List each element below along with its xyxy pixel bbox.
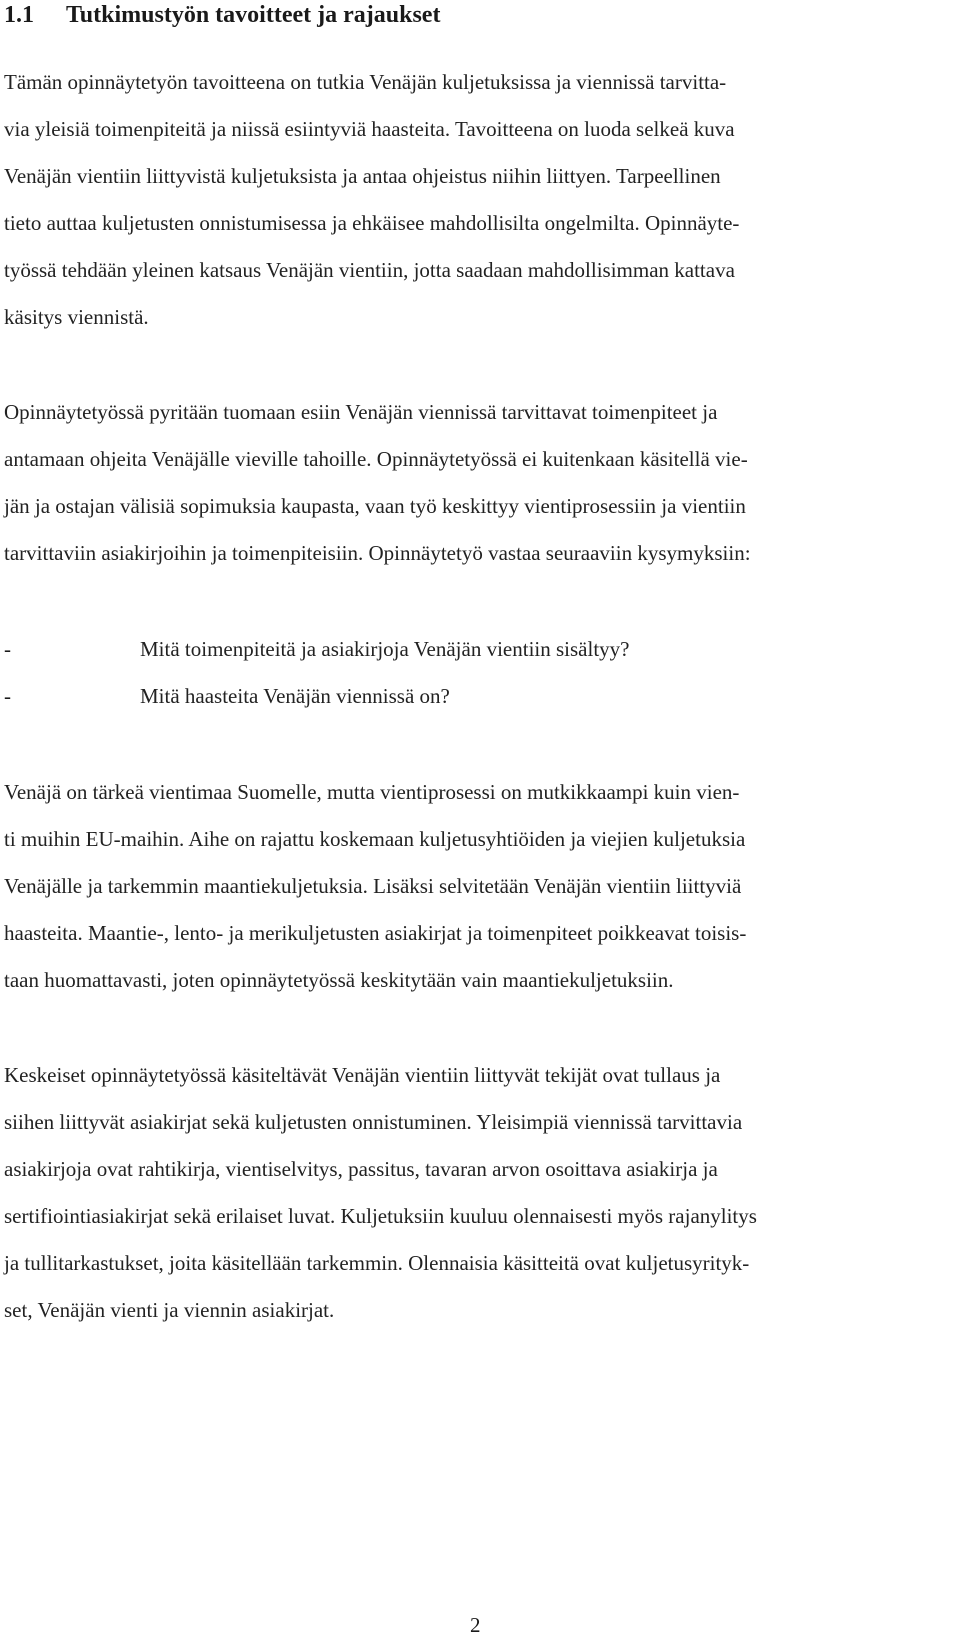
paragraph-4-line: Keskeiset opinnäytetyössä käsiteltävät Venäjän vientiin liittyvät tekijät ovat tullaus ja	[4, 1063, 721, 1087]
paragraph-4-line: ja tullitarkastukset, joita käsitellään tarkemmin. Olennaisia käsitteitä ovat kuljetusyrityk-	[4, 1251, 750, 1275]
paragraph-3-line: taan huomattavasti, joten opinnäytetyössä keskitytään vain maantiekuljetuksiin.	[4, 968, 674, 992]
paragraph-1-line: tieto auttaa kuljetusten onnistumisessa ja ehkäisee mahdollisilta ongelmilta. Opinnäyte-	[4, 211, 740, 235]
paragraph-4-line: asiakirjoja ovat rahtikirja, vientiselvitys, passitus, tavaran arvon osoittava asiakirja ja	[4, 1157, 718, 1181]
list-item: Mitä haasteita Venäjän viennissä on?	[140, 684, 450, 708]
paragraph-1-line: työssä tehdään yleinen katsaus Venäjän vientiin, jotta saadaan mahdollisimman kattava	[4, 258, 735, 282]
list-item: Mitä toimenpiteitä ja asiakirjoja Venäjän vientiin sisältyy?	[140, 637, 630, 661]
page-number: 2	[470, 1613, 481, 1637]
paragraph-2-line: Opinnäytetyössä pyritään tuomaan esiin Venäjän viennissä tarvittavat toimenpiteet ja	[4, 400, 718, 424]
paragraph-1-line: Tämän opinnäytetyön tavoitteena on tutkia Venäjän kuljetuksissa ja viennissä tarvitta-	[4, 70, 727, 94]
list-dash: -	[4, 637, 11, 661]
paragraph-3-line: ti muihin EU-maihin. Aihe on rajattu koskemaan kuljetusyhtiöiden ja viejien kuljetuksia	[4, 827, 746, 851]
paragraph-3-line: Venäjälle ja tarkemmin maantiekuljetuksia. Lisäksi selvitetään Venäjän vientiin liittyviä	[4, 874, 742, 898]
paragraph-3-line: haasteita. Maantie-, lento- ja merikuljetusten asiakirjat ja toimenpiteet poikkeavat toisis-	[4, 921, 747, 945]
paragraph-2-line: jän ja ostajan välisiä sopimuksia kaupasta, vaan työ keskittyy vientiprosessiin ja vientiin	[4, 494, 746, 518]
paragraph-2-line: tarvittaviin asiakirjoihin ja toimenpiteisiin. Opinnäytetyö vastaa seuraaviin kysymyksiin:	[4, 541, 751, 565]
paragraph-3-line: Venäjä on tärkeä vientimaa Suomelle, mutta vientiprosessi on mutkikkaampi kuin vien-	[4, 780, 740, 804]
list-dash: -	[4, 684, 11, 708]
paragraph-4-line: siihen liittyvät asiakirjat sekä kuljetusten onnistuminen. Yleisimpiä viennissä tarvittavia	[4, 1110, 743, 1134]
paragraph-1-line: Venäjän vientiin liittyvistä kuljetuksista ja antaa ohjeistus niihin liittyen. Tarpeellinen	[4, 164, 721, 188]
section-heading	[4, 0, 440, 30]
paragraph-1-line: via yleisiä toimenpiteitä ja niissä esiintyviä haasteita. Tavoitteena on luoda selkeä kuva	[4, 117, 735, 141]
paragraph-1-line: käsitys viennistä.	[4, 305, 149, 329]
section-title: Tutkimustyön tavoitteet ja rajaukset	[66, 2, 441, 28]
paragraph-2-line: antamaan ohjeita Venäjälle vieville tahoille. Opinnäytetyössä ei kuitenkaan käsitellä vie-	[4, 447, 748, 471]
paragraph-4-line: set, Venäjän vienti ja viennin asiakirjat.	[4, 1298, 335, 1322]
paragraph-4-line: sertifiointiasiakirjat sekä erilaiset luvat. Kuljetuksiin kuuluu olennaisesti myös rajanylitys	[4, 1204, 757, 1228]
section-number: 1.1	[4, 2, 34, 28]
